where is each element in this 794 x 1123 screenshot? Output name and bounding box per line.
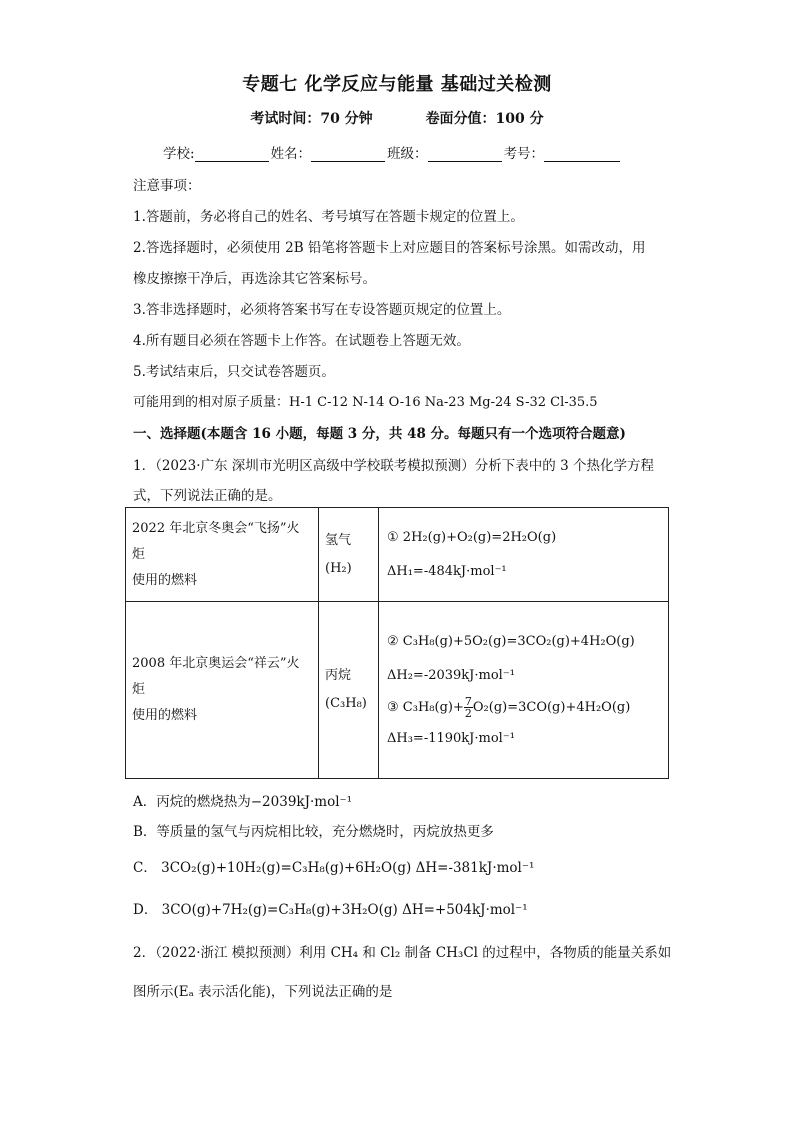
fuel-name: 丙烷 [325,668,352,683]
equation-number: ① [387,529,399,545]
question-1-stem: 1．（2023·广东 深圳市光明区高级中学校联考模拟预测）分析下表中的 3 个热化学方程 [133,458,654,474]
fuel-name-cell [319,508,379,602]
number-blank[interactable] [544,147,620,162]
fraction-numerator: 7 [464,694,472,708]
fraction-denominator: 2 [464,706,472,720]
exam-time: 考试时间：70 分钟 [250,111,373,127]
student-info [163,142,622,162]
equation-cell [379,602,669,779]
fuel-use-cell [126,602,319,779]
enthalpy-value: ΔH₂=-2039kJ·mol⁻¹ [387,667,515,683]
table-row [126,508,669,602]
fraction [464,696,473,719]
class-blank[interactable] [428,147,502,162]
equation: 2H₂(g)+O₂(g)=2H₂O(g) [402,529,557,545]
atomic-masses: 可能用到的相对原子质量：H-1 C-12 N-14 O-16 Na-23 Mg-24 S-32 Cl-35.5 [133,395,598,410]
notice-item: 3.答非选择题时，必须将答案书写在专设答题页规定的位置上。 [133,302,511,318]
fuel-name: 氢气 [325,532,352,548]
fuel-formula: (H₂) [325,560,352,576]
fuel-formula: (C₃H₈) [325,696,367,711]
equation: O₂(g)=3CO(g)+4H₂O(g) [472,699,631,715]
section-heading: 一、选择题(本题含 16 小题，每题 3 分，共 48 分。每题只有一个选项符合题意) [133,426,626,442]
fuel-use-text: 2008 年北京奥运会“祥云”火炬 [132,656,300,697]
notice-item: 橡皮擦擦干净后，再选涂其它答案标号。 [133,271,376,287]
school-label: 学校: [163,146,195,162]
notice-item: 2.答选择题时，必须使用 2B 铅笔将答题卡上对应题目的答案标号涂黑。如需改动，用 [133,240,646,256]
equation: C₃H₈(g)+ [402,699,464,715]
question-1-stem-cont: 式，下列说法正确的是。 [133,488,282,504]
question-2-stem-cont: 图所示(Eₐ 表示活化能)，下列说法正确的是 [133,984,393,1000]
notice-item: 1.答题前，务必将自己的姓名、考号填写在答题卡规定的位置上。 [133,209,524,225]
equation-number: ② [387,633,399,649]
option-d[interactable]: D． 3CO(g)+7H₂(g)=C₃H₈(g)+3H₂O(g) ΔH=+504kJ·mol⁻¹ [133,902,528,918]
name-label: 姓名： [270,146,312,162]
fuel-use-text: 使用的燃料 [132,572,198,588]
table-row [126,602,669,779]
school-blank[interactable] [195,147,269,162]
fuel-use-text: 使用的燃料 [132,708,198,723]
enthalpy-value: ΔH₁=-484kJ·mol⁻¹ [387,563,507,579]
class-label: 班级： [387,146,428,162]
option-b[interactable]: B．等质量的氢气与丙烷相比较，充分燃烧时，丙烷放热更多 [133,824,494,840]
notice-item: 4.所有题目必须在答题卡上作答。在试题卷上答题无效。 [133,333,470,349]
fuel-use-cell [126,508,319,602]
equation-cell [379,508,669,602]
enthalpy-value: ΔH₃=-1190kJ·mol⁻¹ [387,730,515,746]
page-title: 专题七 化学反应与能量 基础过关检测 [242,74,552,95]
fuel-name-cell [319,602,379,779]
exam-meta [0,108,794,128]
equation: C₃H₈(g)+5O₂(g)=3CO₂(g)+4H₂O(g) [402,633,635,649]
question-2-stem: 2．（2022·浙江 模拟预测）利用 CH₄ 和 Cl₂ 制备 CH₃Cl 的过程中，各物质的能量关系如 [133,945,672,961]
number-label: 考号： [503,146,545,162]
option-c[interactable]: C． 3CO₂(g)+10H₂(g)=C₃H₈(g)+6H₂O(g) ΔH=-381kJ·mol⁻¹ [133,860,535,876]
name-blank[interactable] [311,147,385,162]
thermochem-table [125,507,669,779]
notice-item: 5.考试结束后，只交试卷答题页。 [133,364,335,380]
exam-score: 卷面分值：100 分 [425,111,544,127]
fuel-use-text: 2022 年北京冬奥会“飞扬”火炬 [132,520,300,562]
option-a[interactable]: A．丙烷的燃烧热为−2039kJ·mol⁻¹ [133,794,353,810]
notice-title: 注意事项： [133,178,201,194]
equation-number: ③ [387,699,399,715]
